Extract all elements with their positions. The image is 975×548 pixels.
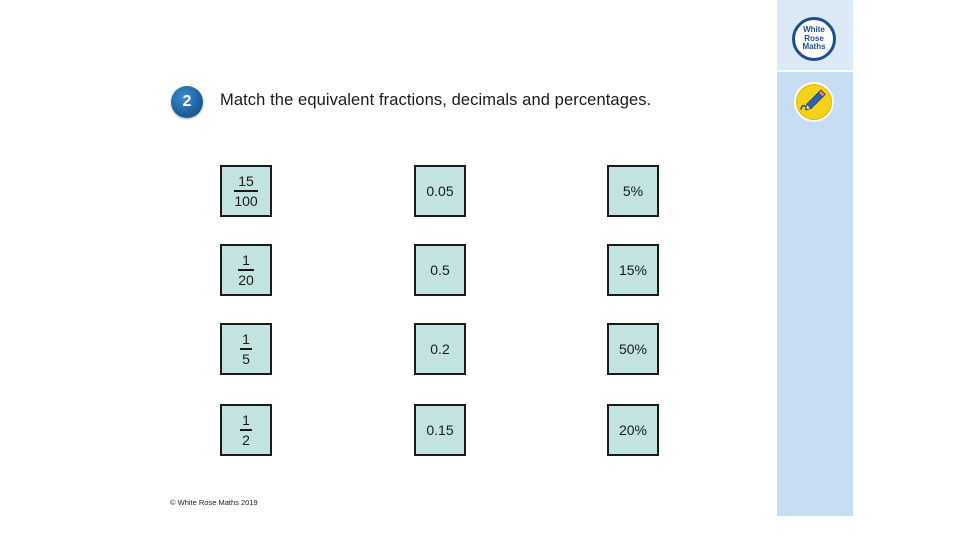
fraction-card[interactable]	[220, 323, 272, 375]
logo-line-2: Rose	[804, 33, 824, 43]
fraction-denominator: 5	[242, 350, 250, 367]
decimal-card[interactable]	[414, 404, 466, 456]
logo-line-3: Maths	[802, 42, 826, 52]
fraction-denominator: 20	[238, 271, 254, 288]
question-text: Match the equivalent fractions, decimals and percentages.	[220, 91, 652, 109]
fraction-denominator: 100	[234, 192, 258, 209]
percentage-value: 5%	[622, 183, 644, 199]
fraction-card[interactable]	[220, 165, 272, 217]
decimal-value: 0.05	[426, 183, 454, 199]
percentage-value: 20%	[618, 422, 648, 438]
fraction-numerator: 1	[242, 252, 250, 269]
decimal-card[interactable]	[414, 323, 466, 375]
logo-area	[777, 0, 853, 72]
percentage-card[interactable]	[607, 323, 659, 375]
fraction-numerator: 15	[238, 173, 254, 190]
white-rose-maths-logo	[792, 17, 836, 61]
percentage-card[interactable]	[607, 404, 659, 456]
copyright-notice: © White Rose Maths 2019	[170, 498, 258, 507]
percentage-value: 15%	[618, 262, 648, 278]
decimal-card[interactable]	[414, 244, 466, 296]
fraction-card[interactable]	[220, 404, 272, 456]
side-panel	[777, 0, 853, 516]
fraction-denominator: 2	[242, 431, 250, 448]
fraction	[238, 253, 254, 287]
fraction	[240, 332, 252, 366]
decimal-card[interactable]	[414, 165, 466, 217]
pencil-icon	[793, 81, 835, 123]
decimal-value: 0.15	[426, 422, 454, 438]
fraction	[234, 174, 257, 208]
logo-line-1: White	[803, 25, 825, 35]
fraction-card[interactable]	[220, 244, 272, 296]
question-number: 2	[182, 93, 192, 110]
decimal-value: 0.2	[430, 341, 450, 357]
percentage-card[interactable]	[607, 244, 659, 296]
fraction-numerator: 1	[242, 331, 250, 348]
decimal-value: 0.5	[430, 262, 450, 278]
percentage-card[interactable]	[607, 165, 659, 217]
question-number-badge	[171, 86, 203, 118]
fraction	[240, 413, 252, 447]
fraction-numerator: 1	[242, 412, 250, 429]
percentage-value: 50%	[618, 341, 648, 357]
